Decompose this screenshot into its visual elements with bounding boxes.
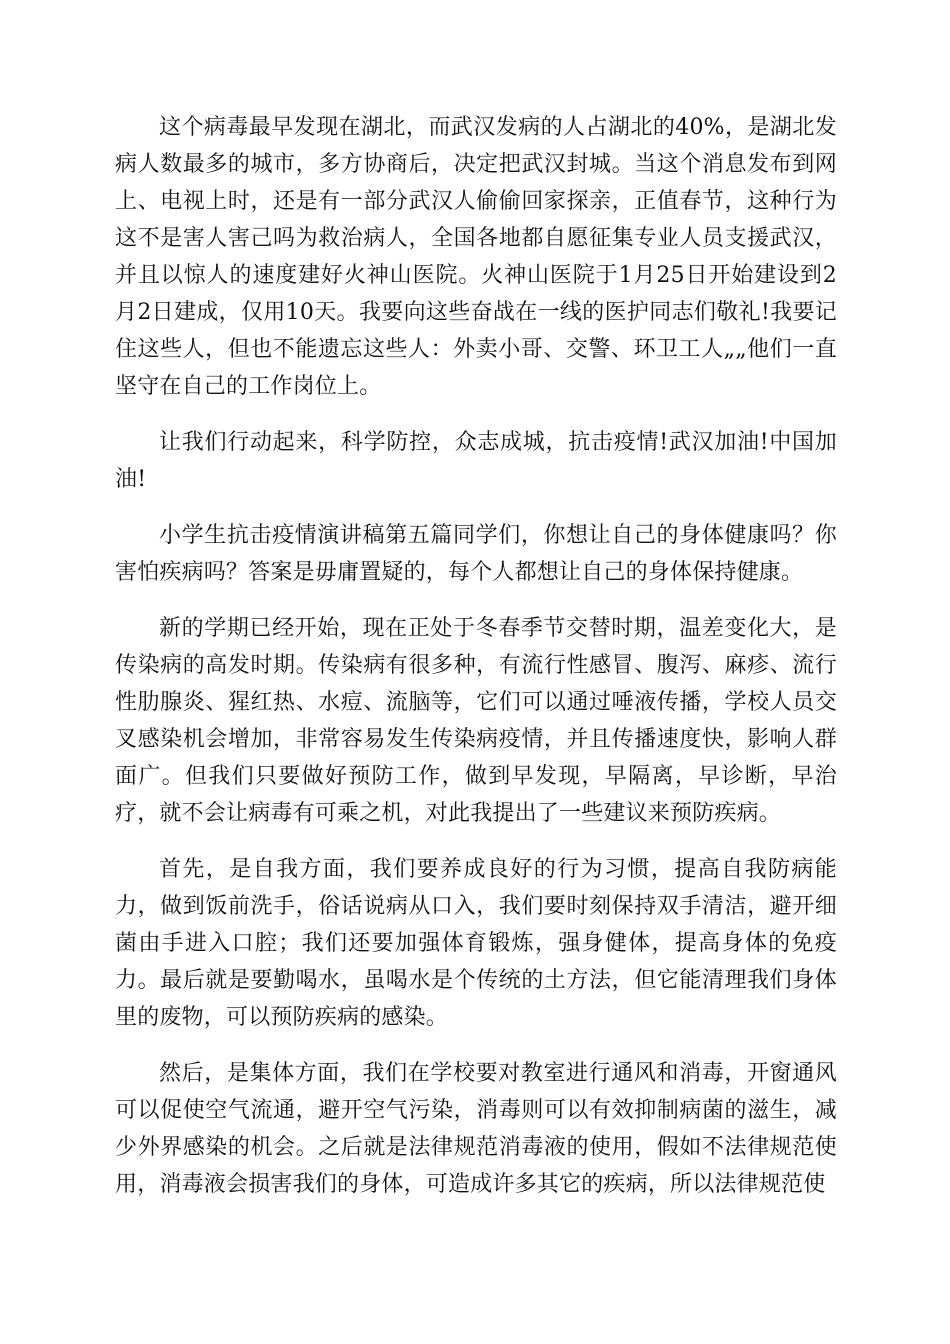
paragraph-call-to-action: 让我们行动起来，科学防控，众志成城，抗击疫情!武汉加油!中国加油!: [115, 430, 837, 492]
document-page: [115, 109, 837, 1222]
paragraph-collective-prevention: 然后，是集体方面，我们在学校要对教室进行通风和消毒，开窗通风可以促使空气流通，避开空气污染，消毒则可以有效抑制病菌的滋生，减少外界感染的机会。之后就是法律规范消毒液的使用，假如不法律规范使用，消毒液会损害我们的身体，可造成许多其它的疾病，所以法律规范使: [115, 1061, 837, 1197]
paragraph-infectious-diseases: 新的学期已经开始，现在正处于冬春季节交替时期，温差变化大，是传染病的高发时期。传染病有很多种，有流行性感冒、腹泻、麻疹、流行性肋腺炎、猩红热、水痘、流脑等，它们可以通过唾液传播，学校人员交叉感染机会增加，非常容易发生传染病疫情，并且传播速度快，影响人群面广。但我们只要做好预防工作，做到早发现，早隔离，早诊断，早治疗，就不会让病毒有可乘之机，对此我提出了一些建议来预防疾病。: [115, 616, 837, 826]
paragraph-wuhan-lockdown: 这个病毒最早发现在湖北，而武汉发病的人占湖北的40%，是湖北发病人数最多的城市，多方协商后，决定把武汉封城。当这个消息发布到网上、电视上时，还是有一部分武汉人偷偷回家探亲，正值春节，这种行为这不是害人害己吗为救治病人，全国各地都自愿征集专业人员支援武汉，并且以惊人的速度建好火神山医院。火神山医院于1月25日开始建设到2月2日建成，仅用10天。我要向这些奋战在一线的医护同志们敬礼!我要记住这些人，但也不能遗忘这些人：外卖小哥、交警、环卫工人„„他们一直坚守在自己的工作岗位上。: [115, 115, 837, 399]
paragraph-speech-intro: 小学生抗击疫情演讲稿第五篇同学们，你想让自己的身体健康吗？你害怕疾病吗？答案是毋庸置疑的，每个人都想让自己的身体保持健康。: [115, 523, 837, 585]
paragraph-personal-prevention: 首先，是自我方面，我们要养成良好的行为习惯，提高自我防病能力，做到饭前洗手，俗话说病从口入，我们要时刻保持双手清洁，避开细菌由手进入口腔；我们还要加强体育锻炼，强身健体，提高身体的免疫力。最后就是要勤喝水，虽喝水是个传统的土方法，但它能清理我们身体里的废物，可以预防疾病的感染。: [115, 857, 837, 1030]
